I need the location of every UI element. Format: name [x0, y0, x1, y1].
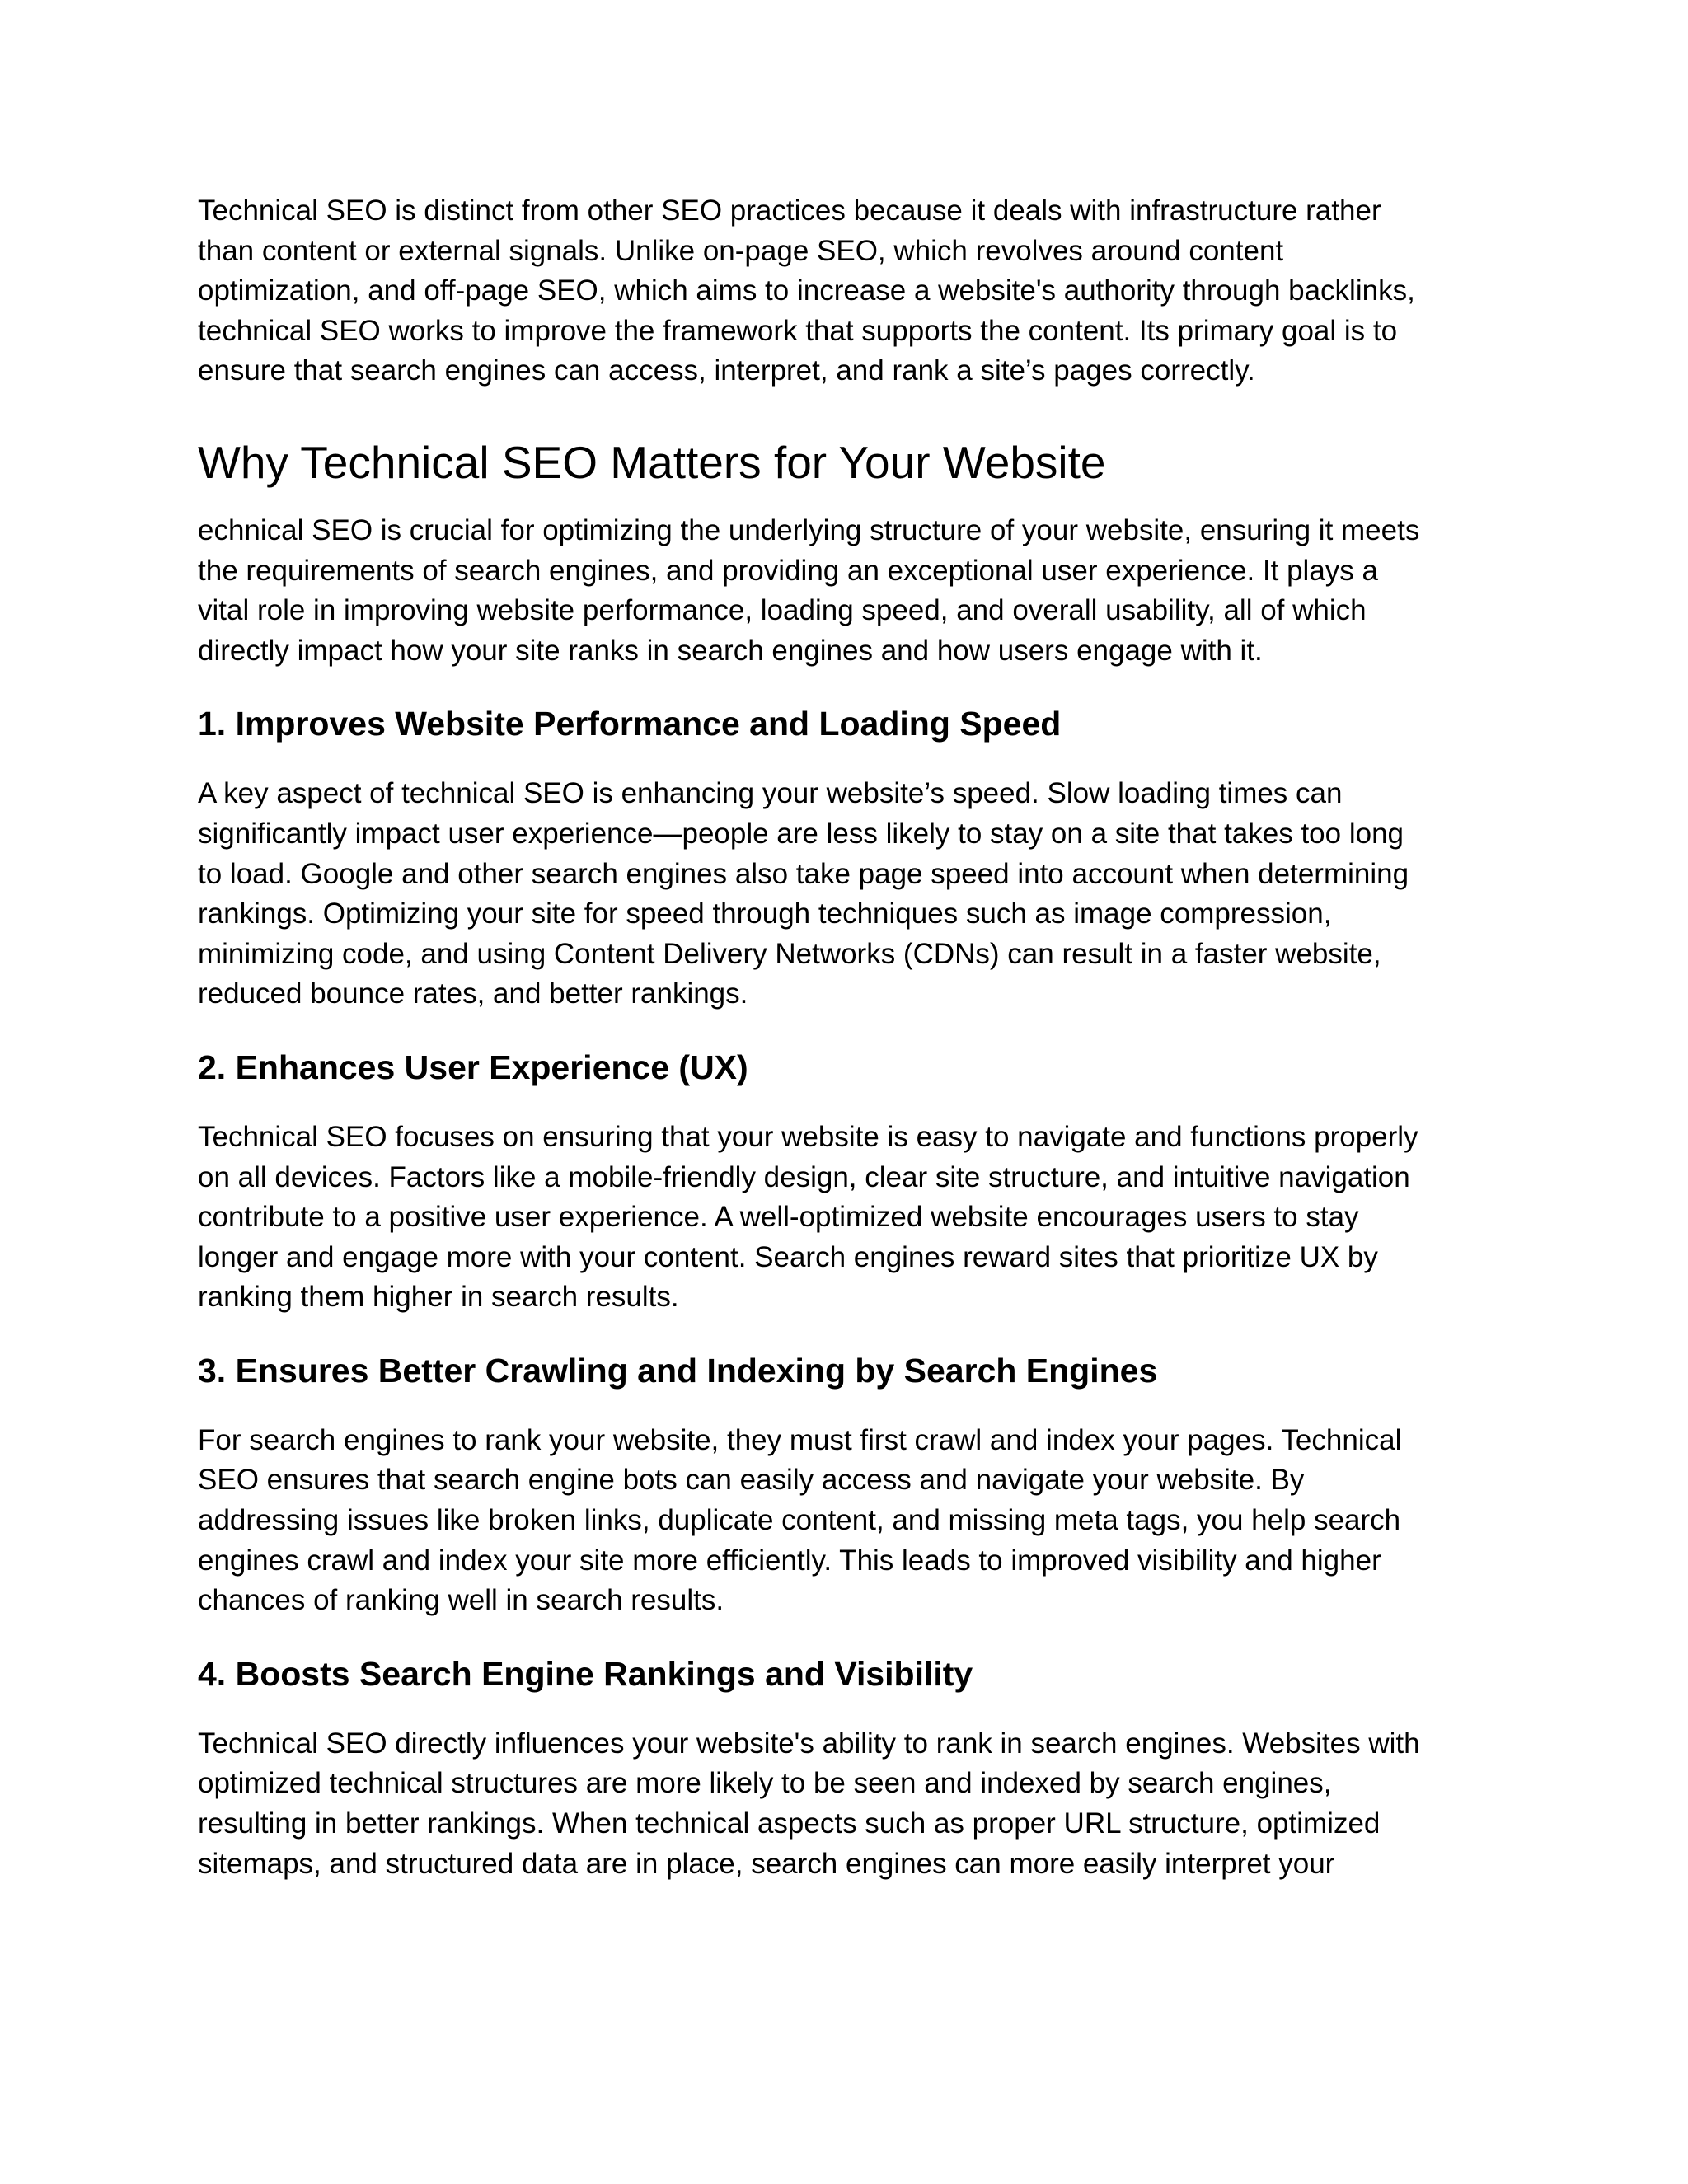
- text-line: optimization, and off-page SEO, which aims to increase a website's authority through backlinks,: [198, 274, 1415, 307]
- text-line: ranking them higher in search results.: [198, 1281, 679, 1314]
- subsection-heading-2: 2. Enhances User Experience (UX): [198, 1047, 748, 1086]
- subsection-paragraph-1: [198, 774, 1500, 1015]
- text-line: longer and engage more with your content. Search engines reward sites that prioritize UX by: [198, 1240, 1378, 1273]
- intro-paragraph: [198, 191, 1500, 391]
- text-line: A key aspect of technical SEO is enhancing your website’s speed. Slow loading times can: [198, 777, 1343, 810]
- document-page: [198, 191, 1500, 1884]
- section-heading: Why Technical SEO Matters for Your Website: [198, 436, 1106, 488]
- subsection-paragraph-4: [198, 1724, 1500, 1884]
- text-line: rankings. Optimizing your site for speed through techniques such as image compression,: [198, 898, 1332, 930]
- subsection-heading-4: 4. Boosts Search Engine Rankings and Visibility: [198, 1654, 973, 1693]
- text-line: echnical SEO is crucial for optimizing the underlying structure of your website, ensuring it meets: [198, 513, 1420, 546]
- text-line: optimized technical structures are more likely to be seen and indexed by search engines,: [198, 1767, 1332, 1800]
- text-line: addressing issues like broken links, duplicate content, and missing meta tags, you help search: [198, 1504, 1401, 1537]
- text-line: the requirements of search engines, and providing an exceptional user experience. It plays a: [198, 554, 1378, 587]
- text-line: ensure that search engines can access, interpret, and rank a site’s pages correctly.: [198, 354, 1255, 387]
- text-line: than content or external signals. Unlike on-page SEO, which revolves around content: [198, 234, 1284, 267]
- text-line: reduced bounce rates, and better rankings.: [198, 977, 748, 1010]
- text-line: engines crawl and index your site more efficiently. This leads to improved visibility and higher: [198, 1544, 1381, 1577]
- text-line: Technical SEO focuses on ensuring that your website is easy to navigate and functions properly: [198, 1120, 1418, 1153]
- section-paragraph: [198, 511, 1500, 671]
- text-line: on all devices. Factors like a mobile-friendly design, clear site structure, and intuitive navigation: [198, 1160, 1410, 1193]
- subsection-paragraph-2: [198, 1118, 1500, 1318]
- text-line: minimizing code, and using Content Delivery Networks (CDNs) can result in a faster website,: [198, 937, 1381, 970]
- text-line: technical SEO works to improve the framework that supports the content. Its primary goal is to: [198, 314, 1398, 347]
- subsection-heading-1: 1. Improves Website Performance and Loading Speed: [198, 705, 1062, 743]
- text-line: SEO ensures that search engine bots can easily access and navigate your website. By: [198, 1464, 1305, 1497]
- subsection-heading-3: 3. Ensures Better Crawling and Indexing by Search Engines: [198, 1351, 1158, 1390]
- subsection-paragraph-3: [198, 1421, 1500, 1621]
- text-line: resulting in better rankings. When technical aspects such as proper URL structure, optimized: [198, 1807, 1381, 1840]
- text-line: chances of ranking well in search results.: [198, 1584, 724, 1617]
- text-line: to load. Google and other search engines also take page speed into account when determining: [198, 857, 1409, 890]
- text-line: directly impact how your site ranks in search engines and how users engage with it.: [198, 634, 1263, 667]
- text-line: Technical SEO directly influences your website's ability to rank in search engines. Websites with: [198, 1727, 1420, 1760]
- text-line: Technical SEO is distinct from other SEO practices because it deals with infrastructure rather: [198, 194, 1381, 227]
- text-line: contribute to a positive user experience. A well-optimized website encourages users to stay: [198, 1201, 1359, 1234]
- text-line: sitemaps, and structured data are in place, search engines can more easily interpret your: [198, 1847, 1335, 1880]
- text-line: For search engines to rank your website, they must first crawl and index your pages. Technical: [198, 1423, 1402, 1456]
- text-line: significantly impact user experience—people are less likely to stay on a site that takes too long: [198, 817, 1404, 850]
- text-line: vital role in improving website performance, loading speed, and overall usability, all of which: [198, 594, 1367, 627]
